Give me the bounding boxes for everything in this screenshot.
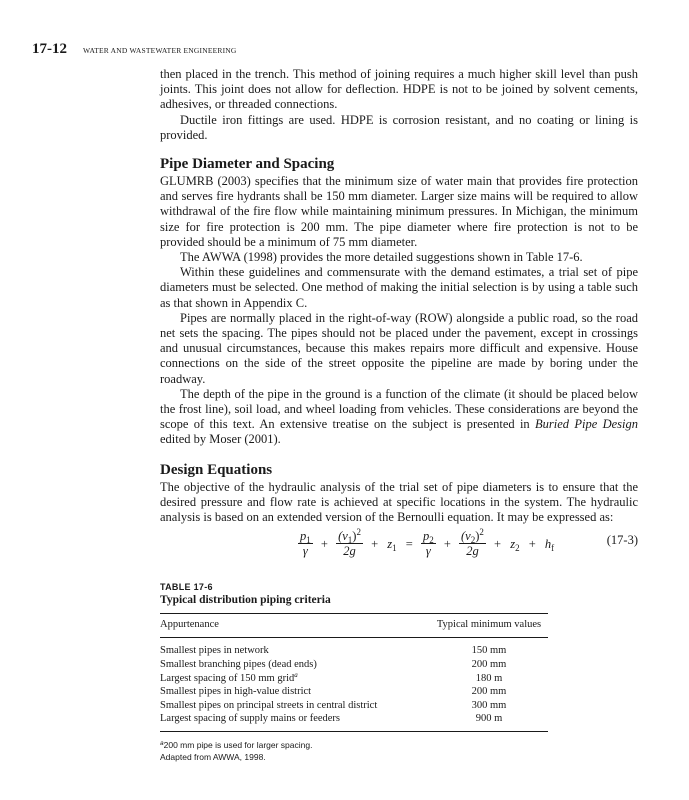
fraction-p2-gamma (421, 529, 436, 559)
footnote-marker: a (294, 670, 298, 679)
cell-value: 300 mm (471, 699, 507, 711)
table-row (160, 658, 548, 672)
symbol-p: p (300, 529, 307, 544)
equation-body (296, 529, 557, 559)
subscript: 1 (347, 535, 353, 546)
fraction-p1-gamma (298, 529, 313, 559)
symbol-z: z (387, 536, 393, 551)
cell-appurtenance: Smallest pipes on principal streets in central district (160, 699, 378, 711)
cell-text: Largest spacing of 150 mm grid (160, 672, 295, 684)
subscript: 2 (470, 535, 476, 546)
plus-sign: + (443, 536, 451, 551)
paragraph-glumrb: GLUMRB (2003) specifies that the minimum size of water main that provides fire protection and serves fire hydrants shall be 150 mm diameter. Larger size mains will be required to allow withdrawal of the fire flow while maintaining minimum pressures. In Michigan, the minimum size for fire protection is 200 mm. The pipe diameter where fire protection is not to be provided should be a minimum of 75 mm diameter. (160, 174, 638, 249)
superscript: 2 (479, 527, 484, 538)
table-label: TABLE 17-6 (160, 582, 213, 593)
heading-design-equations: Design Equations (160, 461, 273, 478)
paragraph-right-of-way: Pipes are normally placed in the right-of-way (ROW) alongside a public road, so the road net sets the spacing. The pipes should not be placed under the pavement, except in crossings and unusual circumstances, because this makes repairs more difficult and expensive. House connections on the side of the street opposite the pipeline are made by boring under the roadway. (160, 310, 638, 386)
cell-value: 200 mm (471, 686, 507, 698)
running-head: WATER AND WASTEWATER ENGINEERING (83, 46, 237, 55)
subscript: 1 (392, 542, 397, 553)
cell-value: 150 mm (471, 645, 507, 657)
paragraph-guidelines: Within these guidelines and commensurate with the demand estimates, a trial set of pipe diameters must be selected. One method of making the initial selection is by using a table such as that shown in Appendix C. (160, 265, 638, 310)
subscript: f (551, 542, 555, 553)
fraction-v1-2g (336, 529, 363, 559)
plus-sign: + (371, 536, 379, 551)
term-z2 (510, 537, 519, 551)
pipe-depth-text: The depth of the pipe in the ground is a function of the climate (it should be placed below the frost line), soil load, and wheel loading from vehicles. These considerations are beyond the scope of this text. An extensive treatise on the subject is presented in (160, 386, 638, 432)
paren: ) (352, 529, 357, 544)
subscript: 2 (515, 542, 520, 553)
table-row (160, 672, 548, 686)
cell-value: 180 m (475, 672, 503, 684)
page-header (32, 40, 237, 58)
equals-sign: = (405, 536, 413, 551)
footnote-text: 200 mm pipe is used for larger spacing. (163, 740, 313, 751)
cell-appurtenance (160, 672, 430, 686)
cell-value: 200 mm (471, 659, 507, 671)
symbol-2g: 2g (466, 544, 479, 559)
subscript: 2 (429, 535, 434, 546)
criteria-table (160, 613, 548, 732)
paragraph-awwa: The AWWA (1998) provides the more detailed suggestions shown in Table 17-6. (180, 250, 583, 265)
paragraph-ductile-iron: Ductile iron fittings are used. HDPE is corrosion resistant, and no coating or lining is provided. (160, 112, 638, 142)
superscript: 2 (356, 527, 361, 538)
cell-appurtenance: Smallest pipes in network (160, 645, 269, 657)
column-header-appurtenance: Appurtenance (160, 614, 430, 638)
symbol-gamma: γ (425, 544, 431, 559)
term-z1 (387, 537, 396, 551)
paragraph-intro: then placed in the trench. This method of joining requires a much higher skill level than push joints. This joint does not allow for deflection. HDPE is not to be joined by solvent cements, adhesives, or threaded connections. (160, 67, 638, 112)
table-row (160, 712, 548, 731)
table-title: Typical distribution piping criteria (160, 594, 331, 607)
symbol-p: p (422, 529, 430, 544)
table-header-row (160, 614, 548, 638)
heading-pipe-diameter: Pipe Diameter and Spacing (160, 156, 335, 173)
table-row (160, 685, 548, 699)
table-row (160, 699, 548, 713)
symbol-v: (v (338, 529, 348, 544)
pipe-depth-text-end: edited by Moser (2001). (160, 432, 281, 447)
symbol-h: h (544, 536, 552, 551)
fraction-v2-2g (459, 529, 486, 559)
subscript: 1 (306, 535, 311, 546)
plus-sign: + (320, 536, 328, 551)
table-row (160, 638, 548, 658)
book-title: Buried Pipe Design (535, 417, 638, 432)
symbol-z: z (510, 536, 516, 551)
cell-appurtenance: Smallest branching pipes (dead ends) (160, 659, 317, 671)
plus-sign: + (528, 536, 536, 551)
footnote-marker: a (160, 740, 164, 748)
paragraph-objective: The objective of the hydraulic analysis of the trial set of pipe diameters is to ensure that the desired pressure and flow rate is achieved at specific locations in the system. The hydraulic analysis is based on an extended version of the Bernoulli equation. It may be expressed as: (160, 479, 638, 525)
cell-appurtenance: Largest spacing of supply mains or feeders (160, 712, 430, 731)
bernoulli-equation (160, 529, 638, 569)
page-number: 17-12 (32, 41, 67, 57)
cell-appurtenance: Smallest pipes in high-value district (160, 686, 312, 698)
cell-value: 900 m (430, 712, 548, 731)
body-text (160, 67, 638, 763)
column-header-minimum-values: Typical minimum values (430, 614, 548, 638)
symbol-gamma: γ (302, 544, 308, 559)
paren: ) (475, 529, 480, 544)
table-footnotes (160, 739, 638, 763)
symbol-2g: 2g (343, 544, 356, 559)
equation-number: (17-3) (606, 533, 638, 548)
symbol-v: (v (461, 529, 471, 544)
term-hf (545, 537, 554, 551)
paragraph-pipe-depth (160, 387, 638, 448)
table-source: Adapted from AWWA, 1998. (160, 752, 266, 763)
plus-sign: + (494, 536, 502, 551)
footnote (160, 739, 638, 751)
